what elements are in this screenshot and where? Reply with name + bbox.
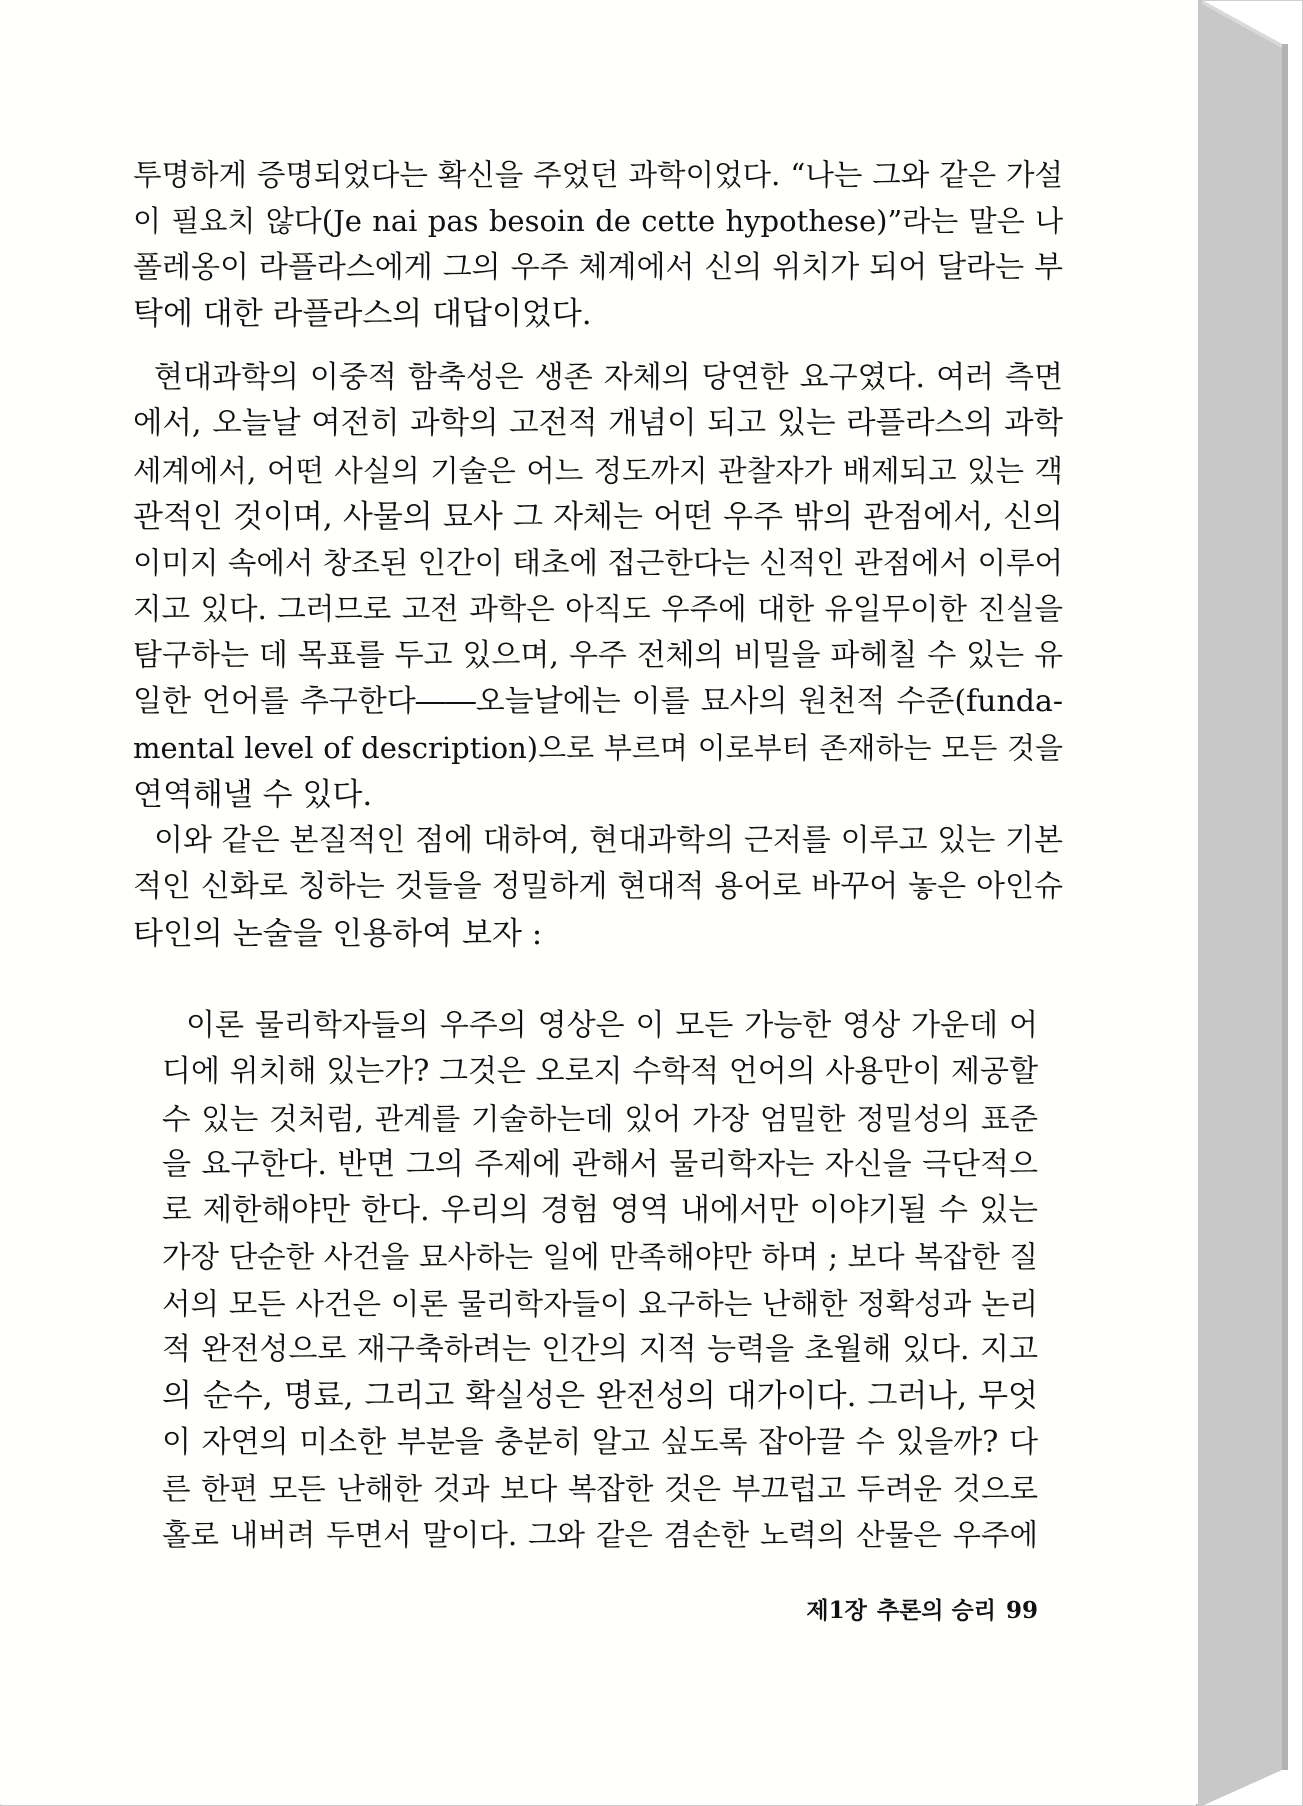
quote-line: 로 제한해야만 한다. 우리의 경험 영역 내에서만 이야기될 수 있는 <box>162 1193 1038 1229</box>
quote-line: 서의 모든 사건은 이론 물리학자들이 요구하는 난해한 정확성과 논리 <box>162 1286 1038 1321</box>
text-line: 에서, 오늘날 여전히 과학의 고전적 개념이 되고 있는 라플라스의 과학 <box>133 406 1063 442</box>
text-line: 현대과학의 이중적 함축성은 생존 자체의 당연한 요구였다. 여러 측면 <box>154 360 1063 395</box>
quote-line: 가장 단순한 사건을 묘사하는 일에 만족해야만 하며 ; 보다 복잡한 질 <box>162 1240 1038 1275</box>
footer-title: 추론의 승리 <box>876 1597 996 1624</box>
text-line: 이 필요치 않다(Je nai pas besoin de cette hypothese)”라는 말은 나 <box>133 204 1063 239</box>
text-line: 투명하게 증명되었다는 확신을 주었던 과학이었다. “나는 그와 같은 가설 <box>133 158 1063 192</box>
quote-line: 디에 위치해 있는가? 그것은 오로지 수학적 언어의 사용만이 제공할 <box>162 1054 1038 1090</box>
block-quote <box>162 1003 1038 1559</box>
book-page-edge <box>1196 0 1303 1806</box>
paragraph-3 <box>133 818 1063 957</box>
text-line: 탁에 대한 라플라스의 대답이었다. <box>133 295 592 332</box>
quote-line: 이 자연의 미소한 부분을 충분히 알고 싶도록 잡아끌 수 있을까? 다 <box>162 1424 1038 1460</box>
quote-line: 적 완전성으로 재구축하려는 인간의 지적 능력을 초월해 있다. 지고 <box>162 1332 1038 1368</box>
quote-line: 을 요구한다. 반면 그의 주제에 관해서 물리학자는 자신을 극단적으 <box>162 1146 1038 1182</box>
text-line: 일한 언어를 추구한다――오늘날에는 이를 묘사의 원천적 수준(funda- <box>133 684 1063 720</box>
text-line: mental level of description)으로 부르며 이로부터 존재하는 모든 것을 <box>133 731 1063 766</box>
quote-line: 수 있는 것처럼, 관계를 기술하는데 있어 가장 엄밀한 정밀성의 표준 <box>162 1101 1038 1136</box>
page-number: 99 <box>1005 1597 1038 1624</box>
text-line: 이와 같은 본질적인 점에 대하여, 현대과학의 근저를 이루고 있는 기본 <box>154 823 1063 858</box>
text-line: 지고 있다. 그러므로 고전 과학은 아직도 우주에 대한 유일무이한 진실을 <box>133 592 1063 627</box>
running-footer <box>780 1592 1038 1625</box>
text-line: 관적인 것이며, 사물의 묘사 그 자체는 어떤 우주 밖의 관점에서, 신의 <box>133 498 1063 535</box>
text-line: 적인 신화로 칭하는 것들을 정밀하게 현대적 용어로 바꾸어 놓은 아인슈 <box>133 869 1063 905</box>
quote-line: 른 한편 모든 난해한 것과 보다 복잡한 것은 부끄럽고 두려운 것으로 <box>162 1471 1038 1506</box>
text-line: 탐구하는 데 목표를 두고 있으며, 우주 전체의 비밀을 파헤칠 수 있는 유 <box>133 637 1063 673</box>
text-line: 세계에서, 어떤 사실의 기술은 어느 정도까지 관찰자가 배제되고 있는 객 <box>133 453 1063 488</box>
text-line: 이미지 속에서 창조된 인간이 태초에 접근한다는 신적인 관점에서 이루어 <box>133 546 1063 581</box>
text-line: 폴레옹이 라플라스에게 그의 우주 체계에서 신의 위치가 되어 달라는 부 <box>133 249 1063 285</box>
text-line: 연역해낼 수 있다. <box>133 776 373 813</box>
paragraph-1 <box>133 152 1063 337</box>
footer-chapter: 제1장 <box>806 1597 867 1624</box>
quote-line: 의 순수, 명료, 그리고 확실성은 완전성의 대가이다. 그러나, 무엇 <box>162 1378 1038 1415</box>
quote-line: 이론 물리학자들의 우주의 영상은 이 모든 가능한 영상 가운데 어 <box>186 1008 1038 1043</box>
paragraph-2 <box>133 355 1063 818</box>
quote-line: 홀로 내버려 두면서 말이다. 그와 같은 겸손한 노력의 산물은 우주에 <box>162 1518 1038 1553</box>
text-line: 타인의 논술을 인용하여 보자 : <box>133 915 543 952</box>
